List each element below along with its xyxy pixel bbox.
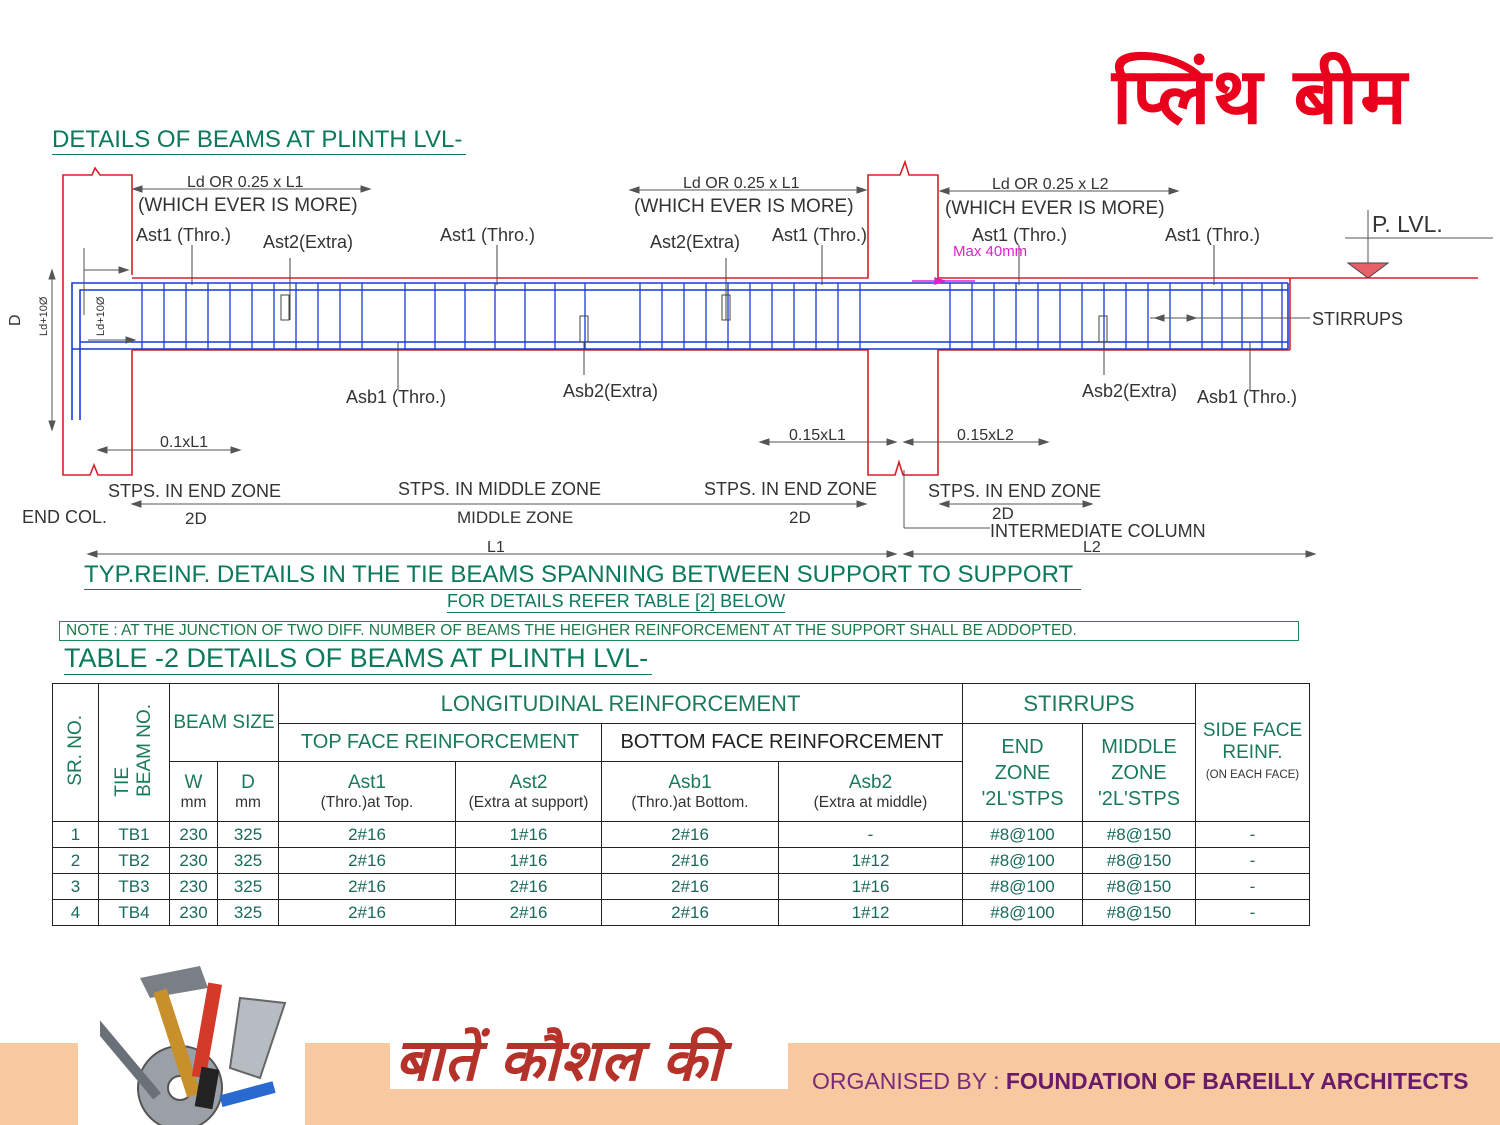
zone-label: STPS. IN END ZONE — [704, 479, 878, 499]
table-cell-tb: TB1 — [99, 822, 170, 848]
span-label: L2 — [1083, 539, 1101, 556]
table-cell-w: 230 — [170, 900, 218, 926]
table-title: TABLE -2 DETAILS OF BEAMS AT PLINTH LVL- — [64, 643, 652, 675]
zone-label: STPS. IN END ZONE — [928, 481, 1102, 501]
tools-logo-icon — [100, 958, 290, 1125]
stirrups-label: STIRRUPS — [1312, 309, 1404, 329]
table-cell-sr: 4 — [53, 900, 99, 926]
table-cell-end: #8@100 — [963, 874, 1083, 900]
top-bar-label: Ast1 (Thro.) — [1165, 225, 1261, 245]
bottom-bar-label: Asb1 (Thro.) — [346, 387, 447, 407]
top-bar-label: Ast1 (Thro.) — [440, 225, 536, 245]
depth-header: D mm — [218, 762, 279, 822]
junction-note: NOTE : AT THE JUNCTION OF TWO DIFF. NUMBER OF BEAMS THE HEIGHER REINFORCEMENT AT THE SUPPORT SHALL BE ADDOPTED. — [59, 621, 1299, 641]
table-cell-mid: #8@150 — [1083, 822, 1196, 848]
table-cell-w: 230 — [170, 874, 218, 900]
dim-label-1b: (WHICH EVER IS MORE) — [138, 195, 358, 216]
table-cell-side: - — [1196, 822, 1310, 848]
table-cell-ast2: 1#16 — [456, 848, 602, 874]
max-40mm-label: Max 40mm — [953, 243, 1028, 260]
table-cell-d: 325 — [218, 900, 279, 926]
bottom-bar-label: Asb2(Extra) — [563, 381, 659, 401]
top-bar-leaders — [192, 245, 1250, 390]
table-cell-asb2: 1#12 — [779, 848, 963, 874]
zone-label: STPS. IN END ZONE — [108, 481, 282, 501]
dim-label-3a: Ld OR 0.25 x L2 — [992, 176, 1109, 193]
table-cell-asb1: 2#16 — [602, 874, 779, 900]
table-cell-side: - — [1196, 848, 1310, 874]
table-cell-mid: #8@150 — [1083, 848, 1196, 874]
table-cell-d: 325 — [218, 822, 279, 848]
table-cell-sr: 2 — [53, 848, 99, 874]
table-cell-tb: TB2 — [99, 848, 170, 874]
dim-label-2b: (WHICH EVER IS MORE) — [634, 196, 854, 217]
table-cell-w: 230 — [170, 822, 218, 848]
table-cell-asb1: 2#16 — [602, 848, 779, 874]
top-bar-label: Ast2(Extra) — [263, 232, 354, 252]
table-cell-end: #8@100 — [963, 822, 1083, 848]
bottom-bar-label: Asb2(Extra) — [1082, 381, 1178, 401]
organiser-name: FOUNDATION OF BAREILLY ARCHITECTS — [1005, 1068, 1469, 1094]
table-row — [53, 822, 1310, 848]
zone-width-label: 2D — [992, 504, 1014, 523]
end-column-label: END COL. — [22, 507, 108, 527]
table-cell-sr: 1 — [53, 822, 99, 848]
beam-detail-drawing — [0, 150, 1500, 560]
width-header: W mm — [170, 762, 218, 822]
span-label: L1 — [487, 539, 505, 556]
stirrups-group — [142, 283, 1282, 349]
zone-dim-label: 0.1xL1 — [160, 434, 209, 451]
top-face-header: TOP FACE REINFORCEMENT — [279, 724, 602, 762]
table-cell-ast1: 2#16 — [279, 822, 456, 848]
typ-reinforcement-heading: TYP.REINF. DETAILS IN THE TIE BEAMS SPANNING BETWEEN SUPPORT TO SUPPORT — [84, 561, 1081, 590]
ast2-header: Ast2 (Extra at support) — [456, 762, 602, 822]
table-cell-ast1: 2#16 — [279, 874, 456, 900]
table-cell-ast2: 2#16 — [456, 874, 602, 900]
table-cell-asb1: 2#16 — [602, 900, 779, 926]
table-cell-tb: TB3 — [99, 874, 170, 900]
table-cell-d: 325 — [218, 848, 279, 874]
table-row — [53, 848, 1310, 874]
zone-dim-label: 0.15xL2 — [957, 427, 1014, 444]
table-cell-ast1: 2#16 — [279, 900, 456, 926]
page-title: प्लिंथ बीम — [1112, 52, 1409, 142]
depth-label: D — [7, 314, 24, 326]
table-cell-sr: 3 — [53, 874, 99, 900]
table-cell-asb2: 1#16 — [779, 874, 963, 900]
refer-table-note: FOR DETAILS REFER TABLE [2] BELOW — [447, 591, 786, 611]
plinth-level-label: P. LVL. — [1372, 211, 1443, 237]
table-cell-end: #8@100 — [963, 900, 1083, 926]
organised-by-label: ORGANISED BY : — [812, 1068, 1006, 1094]
zone-label: STPS. IN MIDDLE ZONE — [398, 479, 602, 499]
side-face-header: SIDE FACE REINF. (ON EACH FACE) — [1196, 684, 1310, 822]
table-cell-tb: TB4 — [99, 900, 170, 926]
intermediate-column-label: INTERMEDIATE COLUMN — [990, 521, 1206, 541]
sr-no-header: SR. NO. — [53, 684, 99, 822]
table-cell-asb2: 1#12 — [779, 900, 963, 926]
footer-band — [0, 1043, 78, 1125]
zone-width-label: 2D — [185, 509, 207, 528]
table-row — [53, 900, 1310, 926]
top-bar-label: Ast1 (Thro.) — [772, 225, 868, 245]
table-cell-ast2: 1#16 — [456, 822, 602, 848]
tie-beam-no-header: TIEBEAM NO. — [99, 684, 170, 822]
table-row — [53, 874, 1310, 900]
organiser-line — [812, 1068, 1468, 1095]
dim-label-2a: Ld OR 0.25 x L1 — [683, 175, 800, 192]
table-cell-d: 325 — [218, 874, 279, 900]
table-cell-ast1: 2#16 — [279, 848, 456, 874]
table-cell-side: - — [1196, 874, 1310, 900]
top-bar-label: Ast1 (Thro.) — [972, 225, 1068, 245]
table-cell-mid: #8@150 — [1083, 874, 1196, 900]
dim-label-1a: Ld OR 0.25 x L1 — [187, 174, 304, 191]
dim-label-3b: (WHICH EVER IS MORE) — [945, 198, 1165, 219]
ld-label: Ld+10Ø — [95, 296, 107, 336]
ld-label: Ld+10Ø — [38, 296, 50, 336]
table-cell-asb2: - — [779, 822, 963, 848]
stirrups-header: STIRRUPS — [963, 684, 1196, 724]
zone-dim-label: 0.15xL1 — [789, 427, 846, 444]
beam-size-header: BEAM SIZE — [170, 684, 279, 762]
top-bar-label: Ast2(Extra) — [650, 232, 741, 252]
zone-width-label: MIDDLE ZONE — [457, 508, 574, 527]
table-cell-asb1: 2#16 — [602, 822, 779, 848]
drawing-title: DETAILS OF BEAMS AT PLINTH LVL- — [52, 126, 466, 155]
bottom-face-header: BOTTOM FACE REINFORCEMENT — [602, 724, 963, 762]
ast1-header: Ast1 (Thro.)at Top. — [279, 762, 456, 822]
asb1-header: Asb1 (Thro.)at Bottom. — [602, 762, 779, 822]
table-cell-mid: #8@150 — [1083, 900, 1196, 926]
middle-zone-header: MIDDLE ZONE '2L'STPS — [1083, 724, 1196, 822]
beam-details-table — [52, 683, 1310, 926]
longitudinal-header: LONGITUDINAL REINFORCEMENT — [279, 684, 963, 724]
asb2-header: Asb2 (Extra at middle) — [779, 762, 963, 822]
table-cell-side: - — [1196, 900, 1310, 926]
zone-width-label: 2D — [789, 508, 811, 527]
top-bar-label: Ast1 (Thro.) — [136, 225, 232, 245]
table-cell-ast2: 2#16 — [456, 900, 602, 926]
table-cell-w: 230 — [170, 848, 218, 874]
table-cell-end: #8@100 — [963, 848, 1083, 874]
bottom-bar-label: Asb1 (Thro.) — [1197, 387, 1298, 407]
brand-logo-text: बातें कौशल की — [395, 1026, 723, 1094]
end-zone-header: END ZONE '2L'STPS — [963, 724, 1083, 822]
plinth-level-marker — [1348, 263, 1388, 278]
